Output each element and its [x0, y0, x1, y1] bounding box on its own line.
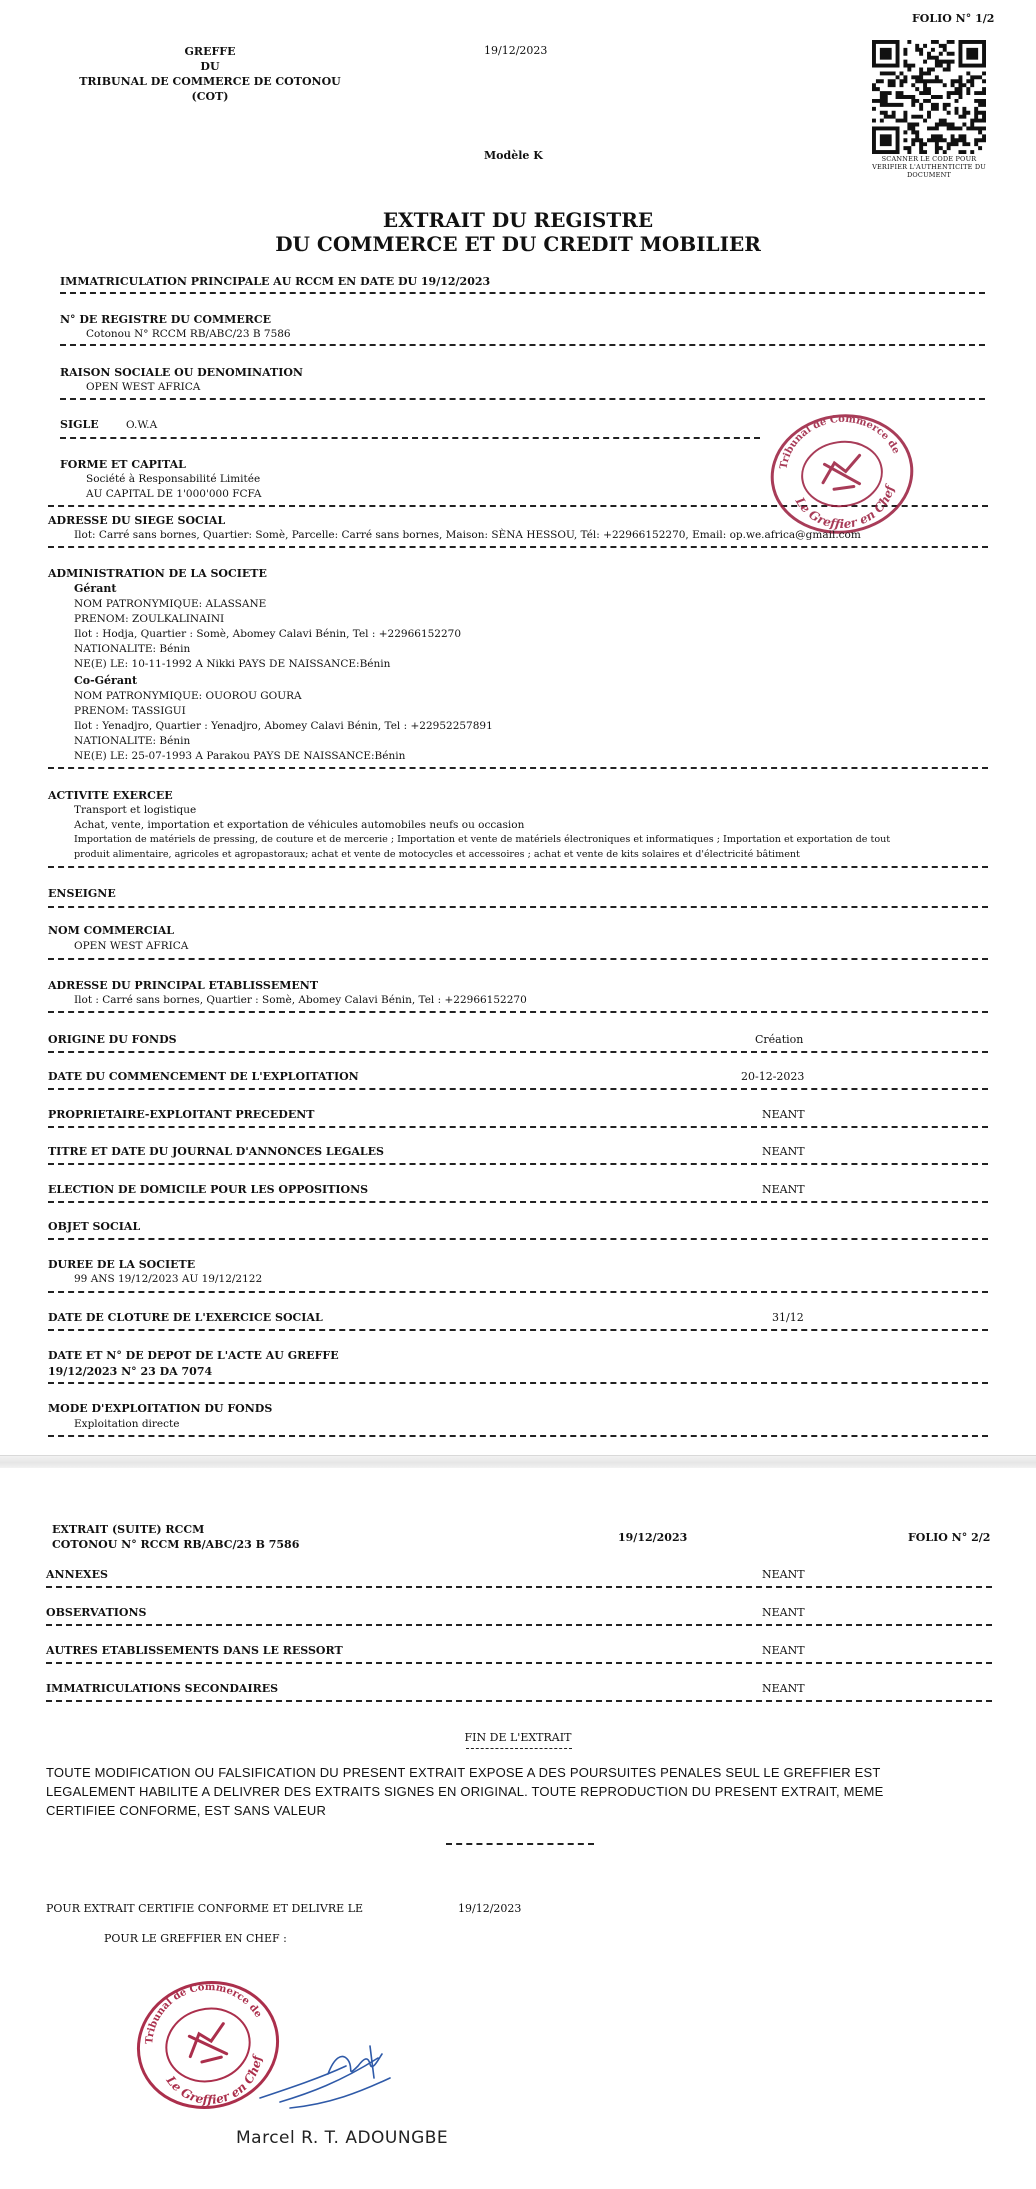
- secondaires-value: NEANT: [762, 1682, 805, 1695]
- gerant-name: NOM PATRONYMIQUE: ALASSANE: [74, 598, 267, 610]
- divider: [48, 767, 988, 769]
- gerant-label: Gérant: [74, 582, 117, 595]
- official-stamp-icon: [766, 410, 918, 538]
- divider: [48, 546, 988, 548]
- divider: [48, 1382, 988, 1384]
- activite-line: Achat, vente, importation et exportation de véhicules automobiles neufs ou occasion: [74, 819, 525, 831]
- autres-label: AUTRES ETABLISSEMENTS DANS LE RESSORT: [46, 1644, 343, 1657]
- annexes-value: NEANT: [762, 1568, 805, 1581]
- divider: [46, 1586, 992, 1588]
- greffe-line: DU: [200, 60, 220, 73]
- signature-icon: [250, 2038, 400, 2118]
- svg-text:Tribunal de Commerce de: [772, 410, 902, 472]
- notice-line: CERTIFIEE CONFORME, EST SANS VALEUR: [46, 1803, 327, 1818]
- certifie-date: 19/12/2023: [458, 1902, 522, 1915]
- gerant-address: Ilot : Hodja, Quartier : Somè, Abomey Calavi Bénin, Tel : +22966152270: [74, 628, 462, 640]
- activite-line: Transport et logistique: [74, 804, 197, 816]
- raison-label: RAISON SOCIALE OU DENOMINATION: [60, 366, 303, 379]
- document-date: 19/12/2023: [484, 44, 548, 57]
- cogerant-name: NOM PATRONYMIQUE: OUOROU GOURA: [74, 690, 302, 702]
- extract-page-2: [0, 1468, 1036, 2189]
- divider: [60, 437, 760, 439]
- sigle-value: O.W.A: [126, 419, 158, 431]
- journal-label: TITRE ET DATE DU JOURNAL D'ANNONCES LEGALES: [48, 1145, 384, 1158]
- registre-label: N° DE REGISTRE DU COMMERCE: [60, 313, 272, 326]
- divider: [48, 1329, 988, 1331]
- mode-label: MODE D'EXPLOITATION DU FONDS: [48, 1402, 273, 1415]
- raison-value: OPEN WEST AFRICA: [86, 381, 201, 393]
- autres-value: NEANT: [762, 1644, 805, 1657]
- qr-code-icon: [872, 40, 986, 154]
- journal-value: NEANT: [762, 1145, 805, 1158]
- divider: [48, 1163, 988, 1165]
- document-date-2: 19/12/2023: [618, 1531, 688, 1544]
- stamp-bottom-text: Le Greffier en Chef: [792, 484, 898, 532]
- divider: [48, 1051, 988, 1053]
- divider: [46, 1662, 992, 1664]
- origine-value: Création: [755, 1033, 804, 1046]
- stamp-bottom-text: Le Greffier en Chef: [163, 2054, 265, 2107]
- cogerant-address: Ilot : Yenadjro, Quartier : Yenadjro, Abomey Calavi Bénin, Tel : +22952257891: [74, 720, 493, 732]
- stamp-top-text: Tribunal de Commerce de: [144, 1981, 264, 2045]
- secondaires-label: IMMATRICULATIONS SECONDAIRES: [46, 1682, 279, 1695]
- depot-value: 19/12/2023 N° 23 DA 7074: [48, 1365, 213, 1378]
- cogerant-birth: NE(E) LE: 25-07-1993 A Parakou PAYS DE NAISSANCE:Bénin: [74, 750, 406, 762]
- page-title: EXTRAIT DU REGISTRE: [382, 208, 654, 232]
- cogerant-nationality: NATIONALITE: Bénin: [74, 735, 191, 747]
- gerant-nationality: NATIONALITE: Bénin: [74, 643, 191, 655]
- extrait-suite-label: EXTRAIT (SUITE) RCCM: [52, 1523, 205, 1536]
- capital-value: AU CAPITAL DE 1'000'000 FCFA: [86, 488, 262, 500]
- siege-value: Ilot: Carré sans bornes, Quartier: Somè, Parcelle: Carré sans bornes, Maison: SÈNA HESSOU, Tél: +22966152270, Email: op.we.africa@gmail.com: [74, 529, 861, 541]
- observations-label: OBSERVATIONS: [46, 1606, 147, 1619]
- modele-label: Modèle K: [484, 149, 543, 162]
- divider: [48, 1201, 988, 1203]
- annexes-label: ANNEXES: [46, 1568, 108, 1581]
- sigle-label: SIGLE: [60, 418, 99, 431]
- proprietaire-value: NEANT: [762, 1108, 805, 1121]
- election-label: ELECTION DE DOMICILE POUR LES OPPOSITIONS: [48, 1183, 369, 1196]
- notice-line: LEGALEMENT HABILITE A DELIVRER DES EXTRAITS SIGNES EN ORIGINAL. TOUTE REPRODUCTION DU PRESENT EXTRAIT, MEME: [46, 1784, 884, 1799]
- origine-label: ORIGINE DU FONDS: [48, 1033, 177, 1046]
- proprietaire-label: PROPRIETAIRE-EXPLOITANT PRECEDENT: [48, 1108, 315, 1121]
- certifie-label: POUR EXTRAIT CERTIFIE CONFORME ET DELIVRE LE: [46, 1902, 364, 1915]
- etablissement-value: Ilot : Carré sans bornes, Quartier : Somè, Abomey Calavi Bénin, Tel : +22966152270: [74, 994, 527, 1006]
- greffe-header: [60, 44, 360, 104]
- divider: [48, 1088, 988, 1090]
- notice-line: TOUTE MODIFICATION OU FALSIFICATION DU PRESENT EXTRAIT EXPOSE A DES POURSUITES PENALES SEUL LE GREFFIER EST: [46, 1765, 881, 1780]
- divider: [60, 398, 985, 400]
- divider: [46, 1624, 992, 1626]
- enseigne-label: ENSEIGNE: [48, 887, 116, 900]
- greffe-line: TRIBUNAL DE COMMERCE DE COTONOU (COT): [79, 75, 341, 103]
- stamp-top-text: Tribunal de Commerce de: [778, 413, 902, 471]
- fin-extrait: FIN DE L'EXTRAIT: [464, 1731, 572, 1744]
- gerant-firstname: PRENOM: ZOULKALINAINI: [74, 613, 225, 625]
- etablissement-label: ADRESSE DU PRINCIPAL ETABLISSEMENT: [48, 979, 319, 992]
- cogerant-firstname: PRENOM: TASSIGUI: [74, 705, 186, 717]
- cogerant-label: Co-Gérant: [74, 674, 138, 687]
- admin-label: ADMINISTRATION DE LA SOCIETE: [48, 567, 267, 580]
- folio-number-2: FOLIO N° 2/2: [908, 1531, 991, 1544]
- page-subtitle: DU COMMERCE ET DU CREDIT MOBILIER: [275, 232, 761, 256]
- divider: [60, 292, 985, 294]
- objet-label: OBJET SOCIAL: [48, 1220, 141, 1233]
- greffier-label: POUR LE GREFFIER EN CHEF :: [104, 1932, 287, 1945]
- gerant-birth: NE(E) LE: 10-11-1992 A Nikki PAYS DE NAISSANCE:Bénin: [74, 658, 391, 670]
- divider: [48, 1435, 988, 1437]
- divider: [48, 1126, 988, 1128]
- folio-number: FOLIO N° 1/2: [912, 12, 995, 25]
- qr-caption: SCANNER LE CODE POUR VERIFIER L'AUTHENTICITE DU DOCUMENT: [872, 155, 986, 179]
- divider: [48, 866, 988, 868]
- commencement-value: 20-12-2023: [741, 1070, 805, 1083]
- divider: [60, 344, 985, 346]
- divider: [446, 1843, 594, 1845]
- cloture-value: 31/12: [772, 1311, 804, 1324]
- immatriculation-heading: IMMATRICULATION PRINCIPALE AU RCCM EN DATE DU 19/12/2023: [60, 275, 491, 288]
- extrait-suite-number: COTONOU N° RCCM RB/ABC/23 B 7586: [52, 1538, 300, 1551]
- activite-line: Importation de matériels de pressing, de couture et de mercerie ; Importation et vente de matériels électroniques et informatiques ; Importation et exportation de tout: [74, 834, 891, 845]
- divider: [466, 1748, 572, 1749]
- nom-commercial-label: NOM COMMERCIAL: [48, 924, 175, 937]
- activite-label: ACTIVITE EXERCEE: [48, 789, 173, 802]
- legal-notice: [46, 1763, 883, 1820]
- cloture-label: DATE DE CLOTURE DE L'EXERCICE SOCIAL: [48, 1311, 323, 1324]
- observations-value: NEANT: [762, 1606, 805, 1619]
- divider: [48, 1291, 988, 1293]
- activite-line: produit alimentaire, agricoles et agropastoraux; achat et vente de motocycles et accessoires ; achat et vente de kits solaires et d'électricité bâtiment: [74, 849, 800, 860]
- divider: [48, 958, 988, 960]
- nom-commercial-value: OPEN WEST AFRICA: [74, 940, 189, 952]
- siege-label: ADRESSE DU SIEGE SOCIAL: [48, 514, 226, 527]
- forme-label: FORME ET CAPITAL: [60, 458, 186, 471]
- depot-label: DATE ET N° DE DEPOT DE L'ACTE AU GREFFE: [48, 1349, 339, 1362]
- mode-value: Exploitation directe: [74, 1418, 180, 1430]
- greffe-line: GREFFE: [184, 45, 236, 58]
- registre-value: Cotonou N° RCCM RB/ABC/23 B 7586: [86, 328, 291, 340]
- forme-value: Société à Responsabilité Limitée: [86, 473, 261, 485]
- divider: [46, 1700, 992, 1702]
- duree-value: 99 ANS 19/12/2023 AU 19/12/2122: [74, 1273, 263, 1285]
- divider: [48, 906, 988, 908]
- divider: [48, 1238, 988, 1240]
- duree-label: DUREE DE LA SOCIETE: [48, 1258, 196, 1271]
- signatory-name: Marcel R. T. ADOUNGBE: [236, 2128, 449, 2148]
- commencement-label: DATE DU COMMENCEMENT DE L'EXPLOITATION: [48, 1070, 359, 1083]
- divider: [48, 1011, 988, 1013]
- election-value: NEANT: [762, 1183, 805, 1196]
